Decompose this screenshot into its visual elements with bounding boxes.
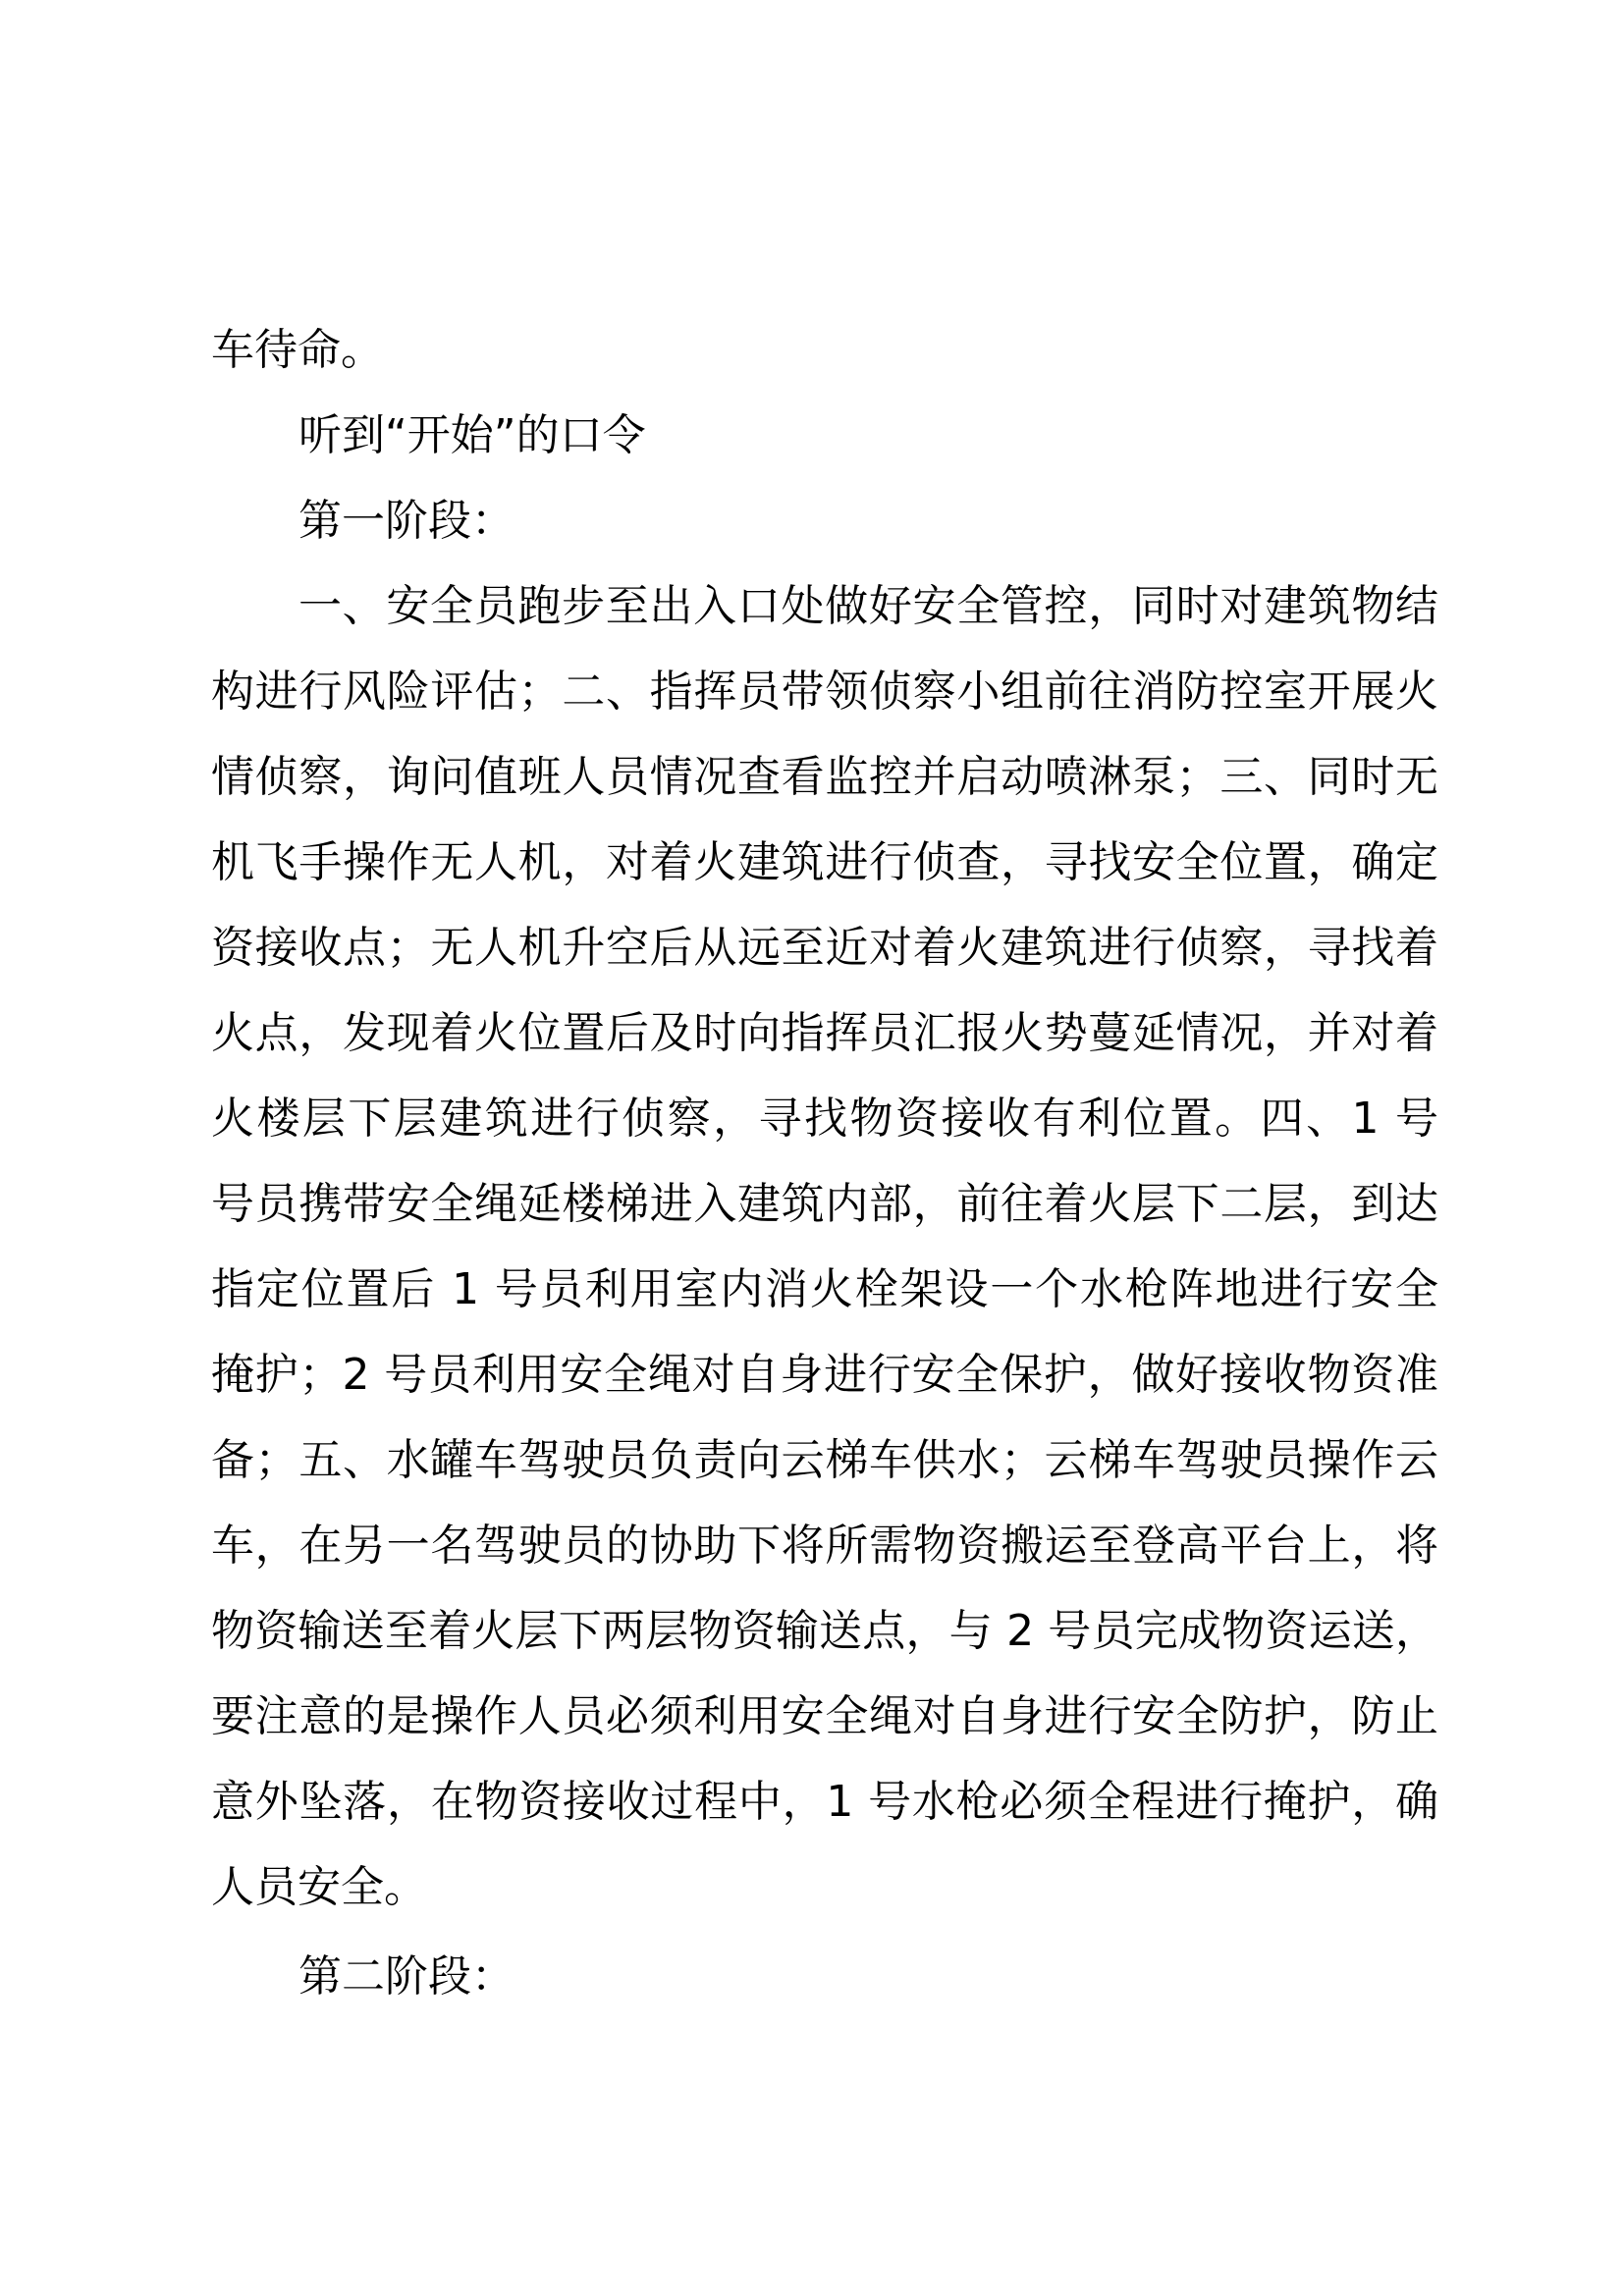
paragraph-line: 物资输送至着火层下两层物资输送点，与 2 号员完成物资运送，	[211, 1606, 1438, 1656]
paragraph-line: 火点，发现着火位置后及时向指挥员汇报火势蔓延情况，并对着	[211, 1008, 1438, 1058]
paragraph-line: 指定位置后 1 号员利用室内消火栓架设一个水枪阵地进行安全	[211, 1264, 1438, 1314]
paragraph-line: 情侦察，询问值班人员情况查看监控并启动喷淋泵；三、同时无	[211, 752, 1438, 802]
paragraph-line: 资接收点；无人机升空后从远至近对着火建筑进行侦察，寻找着	[211, 923, 1438, 973]
paragraph-line: 机飞手操作无人机，对着火建筑进行侦查，寻找安全位置，确定	[211, 837, 1438, 887]
paragraph-line: 号员携带安全绳延楼梯进入建筑内部，前往着火层下二层，到达	[211, 1179, 1438, 1229]
section-heading-stage-1: 第一阶段：	[298, 496, 514, 546]
paragraph-line: 火楼层下层建筑进行侦察，寻找物资接收有利位置。四、1 号	[211, 1094, 1438, 1144]
section-heading-stage-2: 第二阶段：	[298, 1951, 514, 2002]
paragraph-line: 一、安全员跑步至出入口处做好安全管控，同时对建筑物结	[298, 581, 1438, 631]
paragraph-line: 意外坠落，在物资接收过程中，1 号水枪必须全程进行掩护，确	[211, 1777, 1438, 1827]
document-body	[211, 307, 1438, 2019]
paragraph-line: 车，在另一名驾驶员的协助下将所需物资搬运至登高平台上，将	[211, 1521, 1438, 1571]
paragraph-line: 构进行风险评估；二、指挥员带领侦察小组前往消防控室开展火	[211, 667, 1438, 717]
text-line: 车待命。	[211, 325, 384, 375]
paragraph-line: 掩护；2 号员利用安全绳对自身进行安全保护，做好接收物资准	[211, 1350, 1438, 1400]
paragraph-line: 要注意的是操作人员必须利用安全绳对自身进行安全防护，防止	[211, 1691, 1438, 1741]
paragraph-line: 听到“开始”的口令	[298, 410, 646, 460]
paragraph-line: 人员安全。	[211, 1862, 427, 1912]
paragraph-line: 备；五、水罐车驾驶员负责向云梯车供水；云梯车驾驶员操作云	[211, 1435, 1438, 1485]
